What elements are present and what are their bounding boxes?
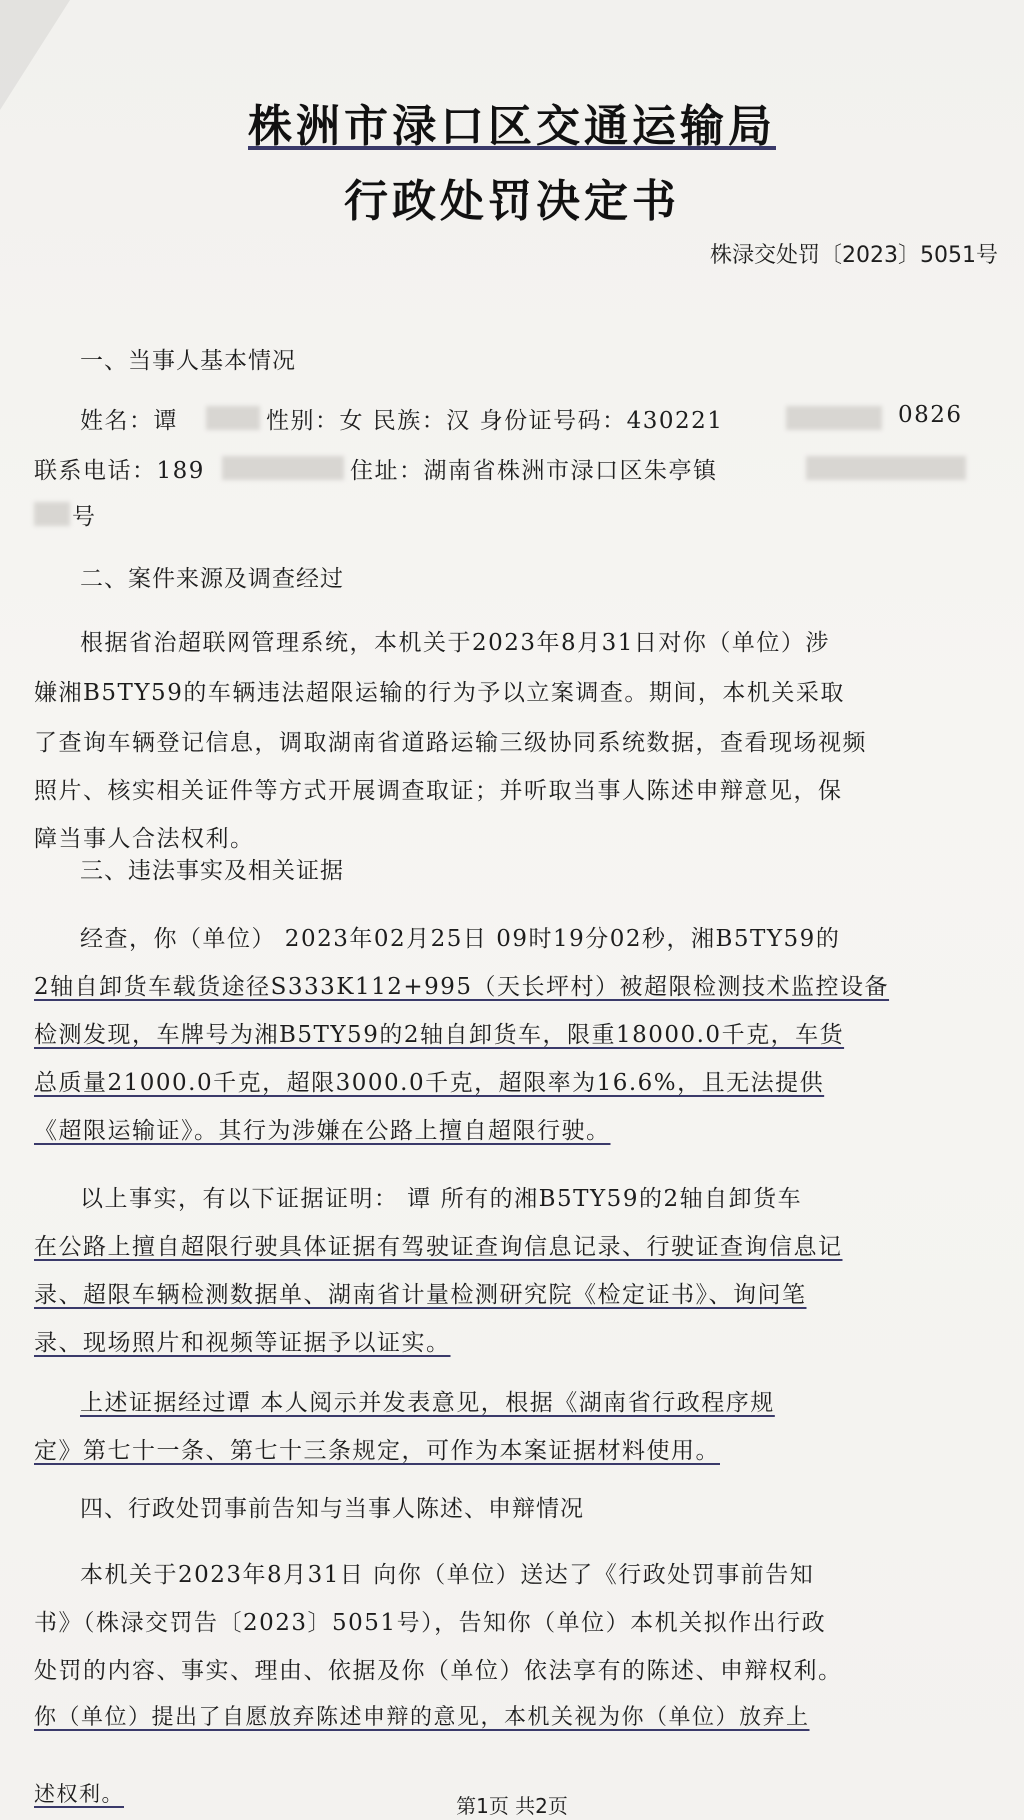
party-gender-id: 性别：女 民族：汉 身份证号码：430221 (266, 408, 724, 434)
s2-line: 根据省治超联网管理系统，本机关于2023年8月31日对你（单位）涉 (80, 630, 830, 656)
s2-line: 障当事人合法权利。 (34, 826, 255, 852)
s3-review-line: 上述证据经过谭 本人阅示并发表意见，根据《湖南省行政程序规 (80, 1390, 775, 1416)
party-address: 住址：湖南省株洲市渌口区朱亭镇 (350, 458, 718, 484)
agency-title: 株洲市渌口区交通运输局 (248, 101, 776, 152)
s2-line: 了查询车辆登记信息，调取湖南省道路运输三级协同系统数据，查看现场视频 (34, 730, 867, 756)
document-title: 行政处罚决定书 (344, 176, 680, 227)
s3-evidence-line: 在公路上擅自超限行驶具体证据有驾驶证查询信息记录、行驶证查询信息记 (34, 1234, 843, 1260)
s3-fact-line: 总质量21000.0千克，超限3000.0千克，超限率为16.6%，且无法提供 (34, 1070, 825, 1096)
redacted-address (806, 456, 966, 480)
party-house-no: 号 (72, 504, 97, 530)
s3-review-line: 定》第七十一条、第七十三条规定，可作为本案证据材料使用。 (34, 1438, 720, 1464)
page-number: 第1页 共2页 (456, 1794, 568, 1818)
s3-fact-line: 《超限运输证》。其行为涉嫌在公路上擅自超限行驶。 (34, 1118, 611, 1144)
s2-line: 嫌湘B5TY59的车辆违法超限运输的行为予以立案调查。期间，本机关采取 (34, 680, 845, 706)
s4-line: 本机关于2023年8月31日 向你（单位）送达了《行政处罚事前告知 (80, 1562, 815, 1588)
s4-line: 书》（株渌交罚告〔2023〕5051号），告知你（单位）本机关拟作出行政 (34, 1610, 827, 1636)
section-1-heading: 一、当事人基本情况 (80, 348, 296, 374)
redacted-house-no (34, 502, 70, 526)
document-number: 株渌交处罚〔2023〕5051号 (710, 243, 998, 268)
redacted-name (206, 406, 260, 430)
s2-line: 照片、核实相关证件等方式开展调查取证；并听取当事人陈述申辩意见，保 (34, 778, 843, 804)
party-phone: 联系电话：189 (34, 458, 205, 484)
s4-line: 处罚的内容、事实、理由、依据及你（单位）依法享有的陈述、申辩权利。 (34, 1658, 843, 1684)
party-name: 姓名：谭 (80, 408, 178, 434)
s3-fact-line: 经查，你（单位） 2023年02月25日 09时19分02秒，湘B5TY59的 (80, 926, 841, 952)
party-id-tail: 0826 (898, 402, 963, 428)
s3-evidence-line: 录、现场照片和视频等证据予以证实。 (34, 1330, 451, 1356)
redacted-phone (222, 456, 344, 480)
s3-fact-line: 检测发现，车牌号为湘B5TY59的2轴自卸货车，限重18000.0千克，车货 (34, 1022, 845, 1048)
s3-evidence-line: 以上事实，有以下证据证明： 谭 所有的湘B5TY59的2轴自卸货车 (80, 1186, 803, 1212)
section-4-heading: 四、行政处罚事前告知与当事人陈述、申辩情况 (80, 1496, 584, 1522)
s4-line: 述权利。 (34, 1782, 124, 1806)
s3-evidence-line: 录、超限车辆检测数据单、湖南省计量检测研究院《检定证书》、询问笔 (34, 1282, 807, 1308)
section-2-heading: 二、案件来源及调查经过 (80, 566, 344, 592)
section-3-heading: 三、违法事实及相关证据 (80, 858, 344, 884)
s4-line: 你（单位）提出了自愿放弃陈述申辩的意见，本机关视为你（单位）放弃上 (34, 1705, 810, 1730)
s3-fact-line: 2轴自卸货车载货途径S333K112+995（天长坪村）被超限检测技术监控设备 (34, 974, 890, 1000)
redacted-id (786, 406, 882, 430)
